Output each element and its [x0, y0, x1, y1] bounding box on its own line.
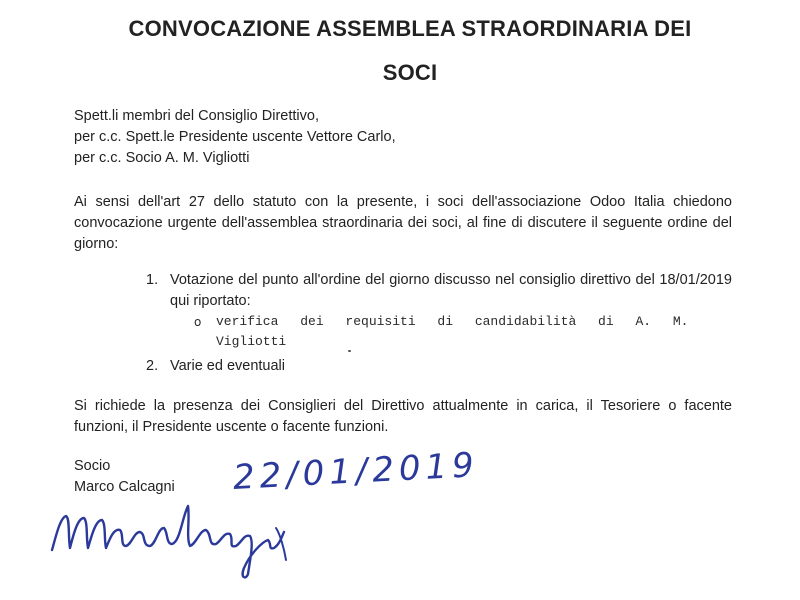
agenda-item-text: Votazione del punto all'ordine del giorno discusso nel consiglio direttivo del 18/01/2019 qui riportato: — [170, 272, 732, 309]
agenda-item-number: 2. — [146, 358, 159, 374]
intro-paragraph: Ai sensi dell'art 27 dello statuto con la presente, i soci dell'associazione Odoo Italia chiedono convocazione urgente dell'assemblea straordinaria dei soci, al fine di discutere il seguente ordine del giorno: — [74, 194, 732, 252]
recipients-block — [74, 106, 396, 169]
agenda-list — [146, 270, 732, 377]
signature-stroke — [52, 506, 284, 577]
subitem-text: verifica dei requisiti di candidabilità di A. M. Vigliotti — [216, 314, 689, 349]
document-title-line-2: SOCI — [382, 60, 438, 85]
agenda-subitem — [194, 312, 726, 352]
document-title-line-1: CONVOCAZIONE ASSEMBLEA STRAORDINARIA DEI — [128, 16, 692, 41]
scan-speck — [348, 350, 351, 352]
request-paragraph: Si richiede la presenza dei Consiglieri del Direttivo attualmente in carica, il Tesoriere o facente funzioni, il Presidente uscente o facente funzioni. — [74, 398, 732, 435]
agenda-item-1 — [146, 270, 732, 312]
signer-role: Socio — [74, 458, 111, 474]
handwritten-date: 22/01/2019 — [232, 445, 480, 498]
agenda-item-text: Varie ed eventuali — [170, 358, 286, 374]
signer-name: Marco Calcagni — [74, 479, 175, 495]
document-title — [60, 14, 760, 88]
handwritten-signature — [40, 488, 340, 584]
recipient-line: per c.c. Spett.le Presidente uscente Vettore Carlo, — [74, 129, 396, 145]
subitem-bullet: o — [194, 315, 202, 329]
agenda-item-number: 1. — [146, 272, 159, 288]
recipient-line: Spett.li membri del Consiglio Direttivo, — [74, 108, 319, 124]
recipient-line: per c.c. Socio A. M. Vigliotti — [74, 150, 250, 166]
agenda-item-2 — [146, 356, 732, 377]
